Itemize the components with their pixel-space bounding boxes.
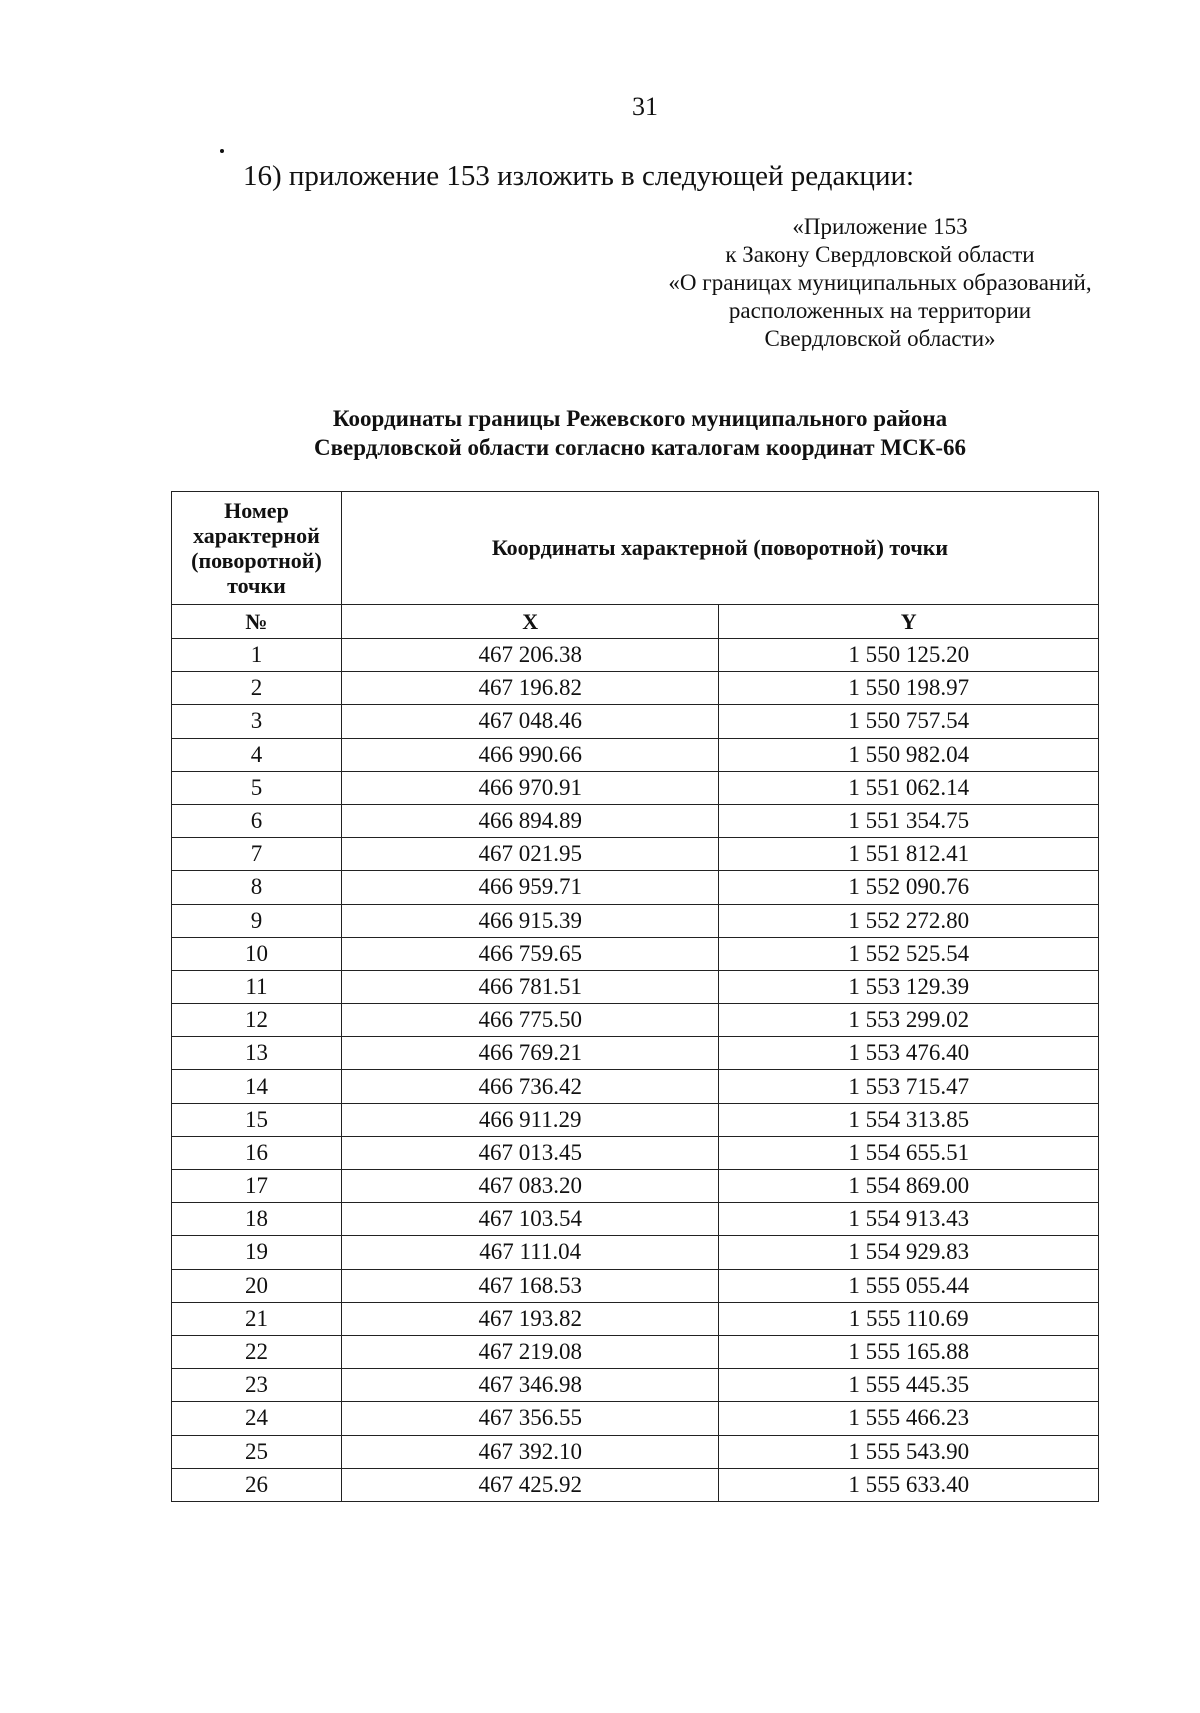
cell-y: 1 555 165.88 xyxy=(719,1335,1099,1368)
cell-point-number: 12 xyxy=(172,1004,342,1037)
cell-y: 1 555 110.69 xyxy=(719,1302,1099,1335)
cell-point-number: 17 xyxy=(172,1170,342,1203)
cell-x: 467 219.08 xyxy=(341,1335,719,1368)
header-point-number-line: характерной xyxy=(193,523,320,548)
cell-point-number: 25 xyxy=(172,1435,342,1468)
amendment-instruction: 16) приложение 153 изложить в следующей редакции: xyxy=(243,160,915,192)
cell-x: 466 959.71 xyxy=(341,871,719,904)
cell-point-number: 11 xyxy=(172,970,342,1003)
table-row xyxy=(172,1369,1099,1402)
cell-x: 467 083.20 xyxy=(341,1170,719,1203)
appendix-line: «О границах муниципальных образований, xyxy=(668,270,1092,295)
table-header-row xyxy=(172,492,1099,605)
cell-point-number: 8 xyxy=(172,871,342,904)
cell-point-number: 6 xyxy=(172,804,342,837)
table-row xyxy=(172,1435,1099,1468)
cell-x: 467 168.53 xyxy=(341,1269,719,1302)
cell-point-number: 22 xyxy=(172,1335,342,1368)
table-row xyxy=(172,970,1099,1003)
subheader-number: № xyxy=(172,605,342,639)
table-title xyxy=(240,404,1040,462)
table-row xyxy=(172,705,1099,738)
table-row xyxy=(172,639,1099,672)
cell-y: 1 551 354.75 xyxy=(719,804,1099,837)
table-body xyxy=(172,639,1099,1502)
cell-y: 1 553 715.47 xyxy=(719,1070,1099,1103)
table-row xyxy=(172,1236,1099,1269)
cell-x: 467 346.98 xyxy=(341,1369,719,1402)
cell-x: 467 193.82 xyxy=(341,1302,719,1335)
table-row xyxy=(172,672,1099,705)
appendix-heading xyxy=(640,213,1120,353)
table-row xyxy=(172,838,1099,871)
cell-x: 466 894.89 xyxy=(341,804,719,837)
cell-x: 467 111.04 xyxy=(341,1236,719,1269)
cell-y: 1 554 655.51 xyxy=(719,1136,1099,1169)
table-row xyxy=(172,771,1099,804)
cell-y: 1 550 125.20 xyxy=(719,639,1099,672)
cell-point-number: 19 xyxy=(172,1236,342,1269)
table-row xyxy=(172,804,1099,837)
cell-y: 1 555 466.23 xyxy=(719,1402,1099,1435)
cell-point-number: 20 xyxy=(172,1269,342,1302)
table-row xyxy=(172,1302,1099,1335)
cell-point-number: 2 xyxy=(172,672,342,705)
cell-point-number: 9 xyxy=(172,904,342,937)
cell-y: 1 555 633.40 xyxy=(719,1468,1099,1501)
cell-x: 466 970.91 xyxy=(341,771,719,804)
cell-point-number: 13 xyxy=(172,1037,342,1070)
table-row xyxy=(172,738,1099,771)
cell-point-number: 14 xyxy=(172,1070,342,1103)
cell-y: 1 553 476.40 xyxy=(719,1037,1099,1070)
cell-y: 1 555 543.90 xyxy=(719,1435,1099,1468)
stray-dot xyxy=(220,149,224,153)
subheader-y: Y xyxy=(719,605,1099,639)
cell-y: 1 554 313.85 xyxy=(719,1103,1099,1136)
table-row xyxy=(172,1070,1099,1103)
header-coordinates: Координаты характерной (поворотной) точки xyxy=(341,492,1098,605)
cell-point-number: 16 xyxy=(172,1136,342,1169)
table-title-line: Координаты границы Режевского муниципального района xyxy=(332,406,948,431)
appendix-line: Свердловской области» xyxy=(764,326,996,351)
cell-y: 1 554 929.83 xyxy=(719,1236,1099,1269)
table-row xyxy=(172,1136,1099,1169)
cell-y: 1 551 062.14 xyxy=(719,771,1099,804)
coordinates-table xyxy=(171,491,1099,1502)
cell-y: 1 555 055.44 xyxy=(719,1269,1099,1302)
header-point-number-line: (поворотной) xyxy=(191,548,322,573)
cell-point-number: 1 xyxy=(172,639,342,672)
header-point-number-line: Номер xyxy=(224,498,289,523)
cell-point-number: 26 xyxy=(172,1468,342,1501)
cell-x: 467 021.95 xyxy=(341,838,719,871)
table-row xyxy=(172,1468,1099,1501)
cell-y: 1 551 812.41 xyxy=(719,838,1099,871)
table-row xyxy=(172,1037,1099,1070)
table-row xyxy=(172,1269,1099,1302)
cell-x: 467 048.46 xyxy=(341,705,719,738)
cell-x: 467 392.10 xyxy=(341,1435,719,1468)
cell-x: 467 013.45 xyxy=(341,1136,719,1169)
cell-x: 467 356.55 xyxy=(341,1402,719,1435)
table-row xyxy=(172,1170,1099,1203)
header-point-number xyxy=(172,492,342,605)
appendix-line: расположенных на территории xyxy=(728,298,1032,323)
cell-y: 1 553 129.39 xyxy=(719,970,1099,1003)
cell-point-number: 18 xyxy=(172,1203,342,1236)
table-row xyxy=(172,1004,1099,1037)
cell-y: 1 554 869.00 xyxy=(719,1170,1099,1203)
cell-x: 466 769.21 xyxy=(341,1037,719,1070)
cell-y: 1 552 090.76 xyxy=(719,871,1099,904)
cell-x: 466 911.29 xyxy=(341,1103,719,1136)
table-row xyxy=(172,937,1099,970)
table-title-line: Свердловской области согласно каталогам координат МСК-66 xyxy=(313,435,967,460)
cell-x: 467 425.92 xyxy=(341,1468,719,1501)
table-row xyxy=(172,871,1099,904)
cell-x: 466 736.42 xyxy=(341,1070,719,1103)
cell-y: 1 552 525.54 xyxy=(719,937,1099,970)
cell-point-number: 3 xyxy=(172,705,342,738)
cell-point-number: 15 xyxy=(172,1103,342,1136)
appendix-line: к Закону Свердловской области xyxy=(725,242,1035,267)
cell-y: 1 550 198.97 xyxy=(719,672,1099,705)
table-row xyxy=(172,904,1099,937)
appendix-line: «Приложение 153 xyxy=(792,214,968,239)
page-number: 31 xyxy=(632,92,658,121)
table-row xyxy=(172,1402,1099,1435)
table-row xyxy=(172,1335,1099,1368)
cell-x: 466 775.50 xyxy=(341,1004,719,1037)
subheader-x: X xyxy=(341,605,719,639)
cell-y: 1 550 757.54 xyxy=(719,705,1099,738)
cell-y: 1 555 445.35 xyxy=(719,1369,1099,1402)
cell-point-number: 4 xyxy=(172,738,342,771)
header-point-number-line: точки xyxy=(227,573,286,598)
table-subheader-row xyxy=(172,605,1099,639)
cell-x: 467 206.38 xyxy=(341,639,719,672)
cell-x: 466 781.51 xyxy=(341,970,719,1003)
cell-y: 1 554 913.43 xyxy=(719,1203,1099,1236)
cell-x: 467 103.54 xyxy=(341,1203,719,1236)
cell-y: 1 553 299.02 xyxy=(719,1004,1099,1037)
cell-x: 466 759.65 xyxy=(341,937,719,970)
cell-x: 466 915.39 xyxy=(341,904,719,937)
cell-point-number: 24 xyxy=(172,1402,342,1435)
cell-point-number: 21 xyxy=(172,1302,342,1335)
cell-point-number: 5 xyxy=(172,771,342,804)
cell-point-number: 10 xyxy=(172,937,342,970)
table-row xyxy=(172,1203,1099,1236)
cell-y: 1 552 272.80 xyxy=(719,904,1099,937)
cell-y: 1 550 982.04 xyxy=(719,738,1099,771)
cell-point-number: 23 xyxy=(172,1369,342,1402)
cell-x: 467 196.82 xyxy=(341,672,719,705)
cell-x: 466 990.66 xyxy=(341,738,719,771)
cell-point-number: 7 xyxy=(172,838,342,871)
table-row xyxy=(172,1103,1099,1136)
